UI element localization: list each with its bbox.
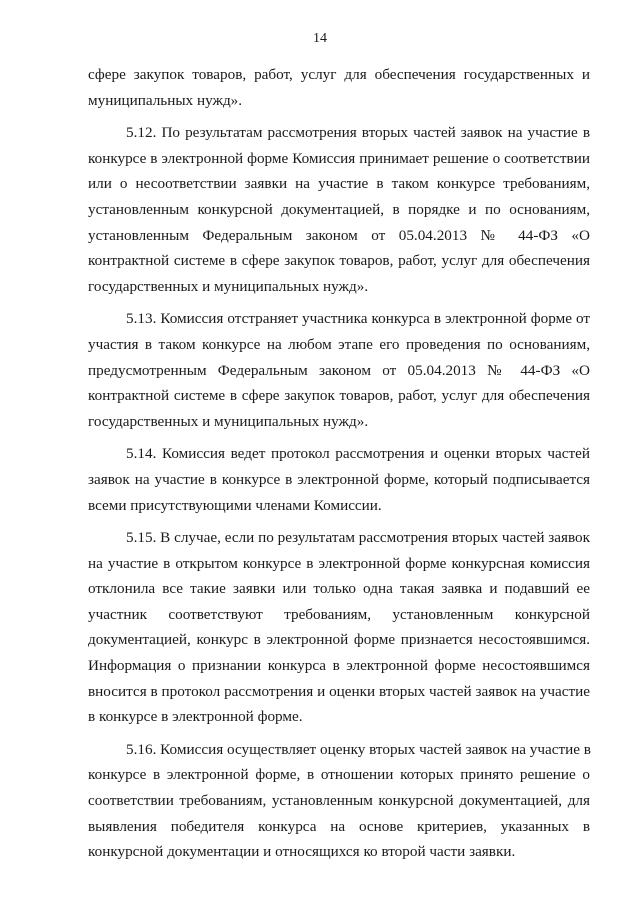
text-line: конкурсе в электронной форме, в отношении которых принято решение о xyxy=(88,766,590,784)
document-body xyxy=(88,62,590,865)
text-line: контрактной системе в сфере закупок товаров, работ, услуг для обеспечения xyxy=(88,387,590,405)
text-line: соответствии требованиям, установленным конкурсной документацией, для xyxy=(88,792,590,810)
text-line: 5.14. Комиссия ведет протокол рассмотрения и оценки вторых частей xyxy=(126,445,590,463)
paragraph-continuation xyxy=(88,62,590,113)
text-line: участия в таком конкурсе на любом этапе его проведения по основаниям, xyxy=(88,335,590,353)
paragraph-5-16 xyxy=(88,737,590,865)
paragraph-5-14 xyxy=(88,441,590,518)
text-line: 5.15. В случае, если по результатам рассмотрения вторых частей заявок xyxy=(126,529,591,547)
text-line: установленным Федеральным законом от 05.04.2013 № 44-ФЗ «О xyxy=(88,226,590,244)
page-number: 14 xyxy=(313,31,327,46)
text-line: контрактной системе в сфере закупок товаров, работ, услуг для обеспечения xyxy=(88,252,590,270)
text-line: Информация о признании конкурса в электронной форме несостоявшимся xyxy=(88,657,590,675)
text-line: выявления победителя конкурса на основе критериев, указанных в xyxy=(88,817,590,835)
text-line: сфере закупок товаров, работ, услуг для обеспечения государственных и xyxy=(88,66,590,83)
text-line: 5.13. Комиссия отстраняет участника конкурса в электронной форме от xyxy=(126,310,590,328)
text-line: 5.12. По результатам рассмотрения вторых частей заявок на участие в xyxy=(126,124,590,142)
text-line: 5.16. Комиссия осуществляет оценку вторых частей заявок на участие в xyxy=(126,740,591,758)
text-line: конкурсной документации и относящихся ко второй части заявки. xyxy=(88,843,516,861)
text-line: муниципальных нужд». xyxy=(88,91,243,109)
paragraph-5-13 xyxy=(88,306,590,434)
text-line: всеми присутствующими членами Комиссии. xyxy=(88,496,382,514)
text-line: в конкурсе в электронной форме. xyxy=(88,708,303,726)
text-line: предусмотренным Федеральным законом от 05.04.2013 № 44-ФЗ «О xyxy=(88,361,590,379)
text-line: документацией, конкурс в электронной форме признается несостоявшимся. xyxy=(88,631,590,649)
text-line: вносится в протокол рассмотрения и оценки вторых частей заявок на участие xyxy=(88,682,590,700)
text-line: государственных и муниципальных нужд». xyxy=(88,277,369,295)
text-line: заявок на участие в конкурсе в электронной форме, который подписывается xyxy=(88,470,590,488)
text-line: участник соответствуют требованиям, установленным конкурсной xyxy=(88,605,590,623)
text-line: или о несоответствии заявки на участие в таком конкурсе требованиям, xyxy=(88,175,590,193)
paragraph-5-12 xyxy=(88,120,590,299)
text-line: на участие в открытом конкурсе в электронной форме конкурсная комиссия xyxy=(88,554,590,572)
text-line: установленным конкурсной документацией, в порядке и по основаниям, xyxy=(88,200,590,218)
text-line: конкурсе в электронной форме Комиссия принимает решение о соответствии xyxy=(88,149,590,167)
text-line: государственных и муниципальных нужд». xyxy=(88,412,369,430)
text-line: отклонила все такие заявки или только одна такая заявка и подавший ее xyxy=(88,580,590,598)
paragraph-5-15 xyxy=(88,525,590,730)
